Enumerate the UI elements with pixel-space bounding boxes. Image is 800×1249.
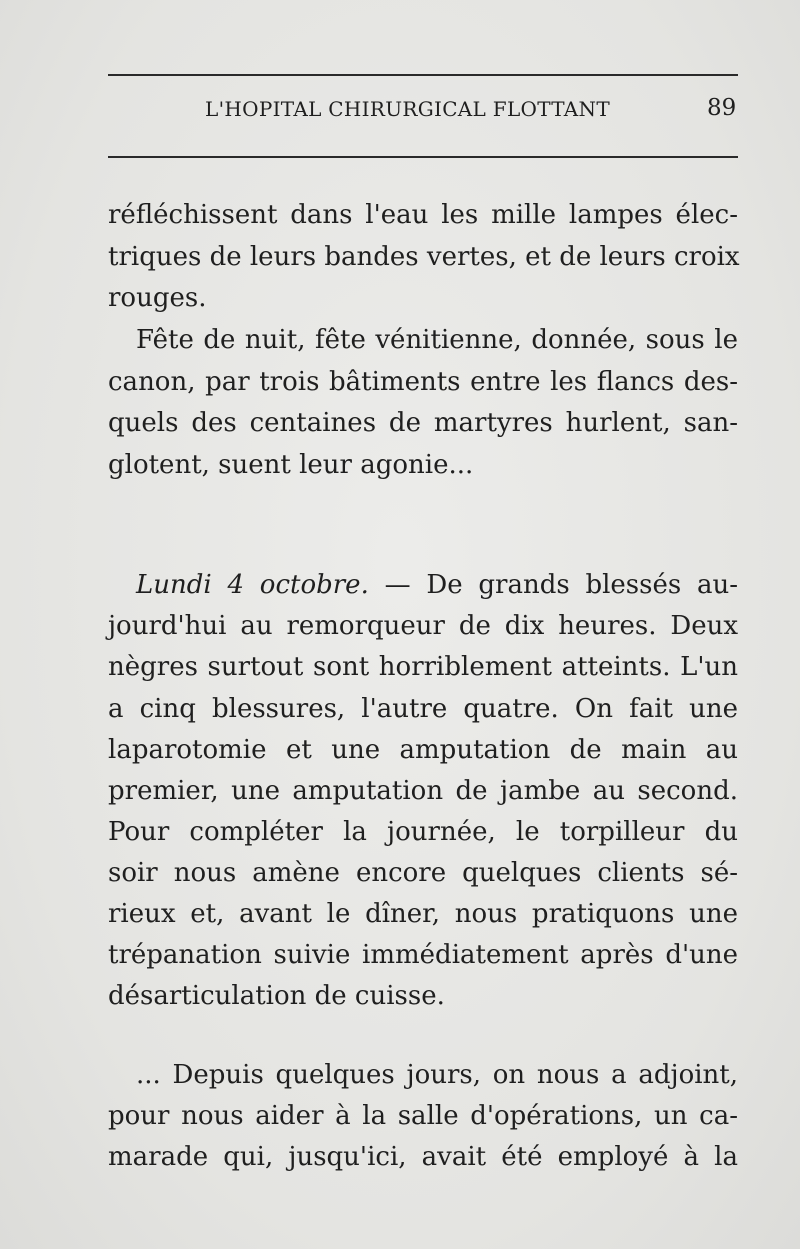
text-line: premier, une amputation de jambe au second. [108, 776, 738, 806]
page-number: 89 [707, 95, 737, 121]
text-line: triques de leurs bandes vertes, et de leurs croix [108, 242, 740, 272]
text-line: désarticulation de cuisse. [108, 981, 445, 1011]
text-line: jourd'hui au remorqueur de dix heures. Deux [108, 611, 738, 641]
text-line-dated [136, 566, 738, 604]
text-line: glotent, suent leur agonie... [108, 450, 474, 480]
text-line: soir nous amène encore quelques clients sé- [108, 858, 738, 888]
date-heading: Lundi 4 octobre. [136, 570, 369, 600]
text-line: rouges. [108, 283, 207, 313]
text-line: Fête de nuit, fête vénitienne, donnée, sous le [136, 325, 738, 355]
text-line: ... Depuis quelques jours, on nous a adjoint, [136, 1060, 738, 1090]
text-line: quels des centaines de martyres hurlent, san- [108, 408, 738, 438]
text-span: — De grands blessés au- [384, 570, 739, 600]
header-top-rule [108, 74, 738, 76]
text-line: trépanation suivie immédiatement après d'une [108, 940, 738, 970]
text-line: nègres surtout sont horriblement atteints. L'un [108, 652, 738, 682]
header-bottom-rule [108, 156, 738, 158]
text-line: marade qui, jusqu'ici, avait été employé à la [108, 1142, 738, 1172]
text-line: canon, par trois bâtiments entre les flancs des- [108, 367, 738, 397]
running-title: L'HOPITAL CHIRURGICAL FLOTTANT [205, 97, 610, 121]
text-line: a cinq blessures, l'autre quatre. On fait une [108, 694, 738, 724]
text-line: Pour compléter la journée, le torpilleur du [108, 817, 738, 847]
text-line: rieux et, avant le dîner, nous pratiquons une [108, 899, 738, 929]
text-line: réfléchissent dans l'eau les mille lampes élec- [108, 200, 738, 230]
text-line: pour nous aider à la salle d'opérations, un ca- [108, 1101, 738, 1131]
text-line: laparotomie et une amputation de main au [108, 735, 738, 765]
